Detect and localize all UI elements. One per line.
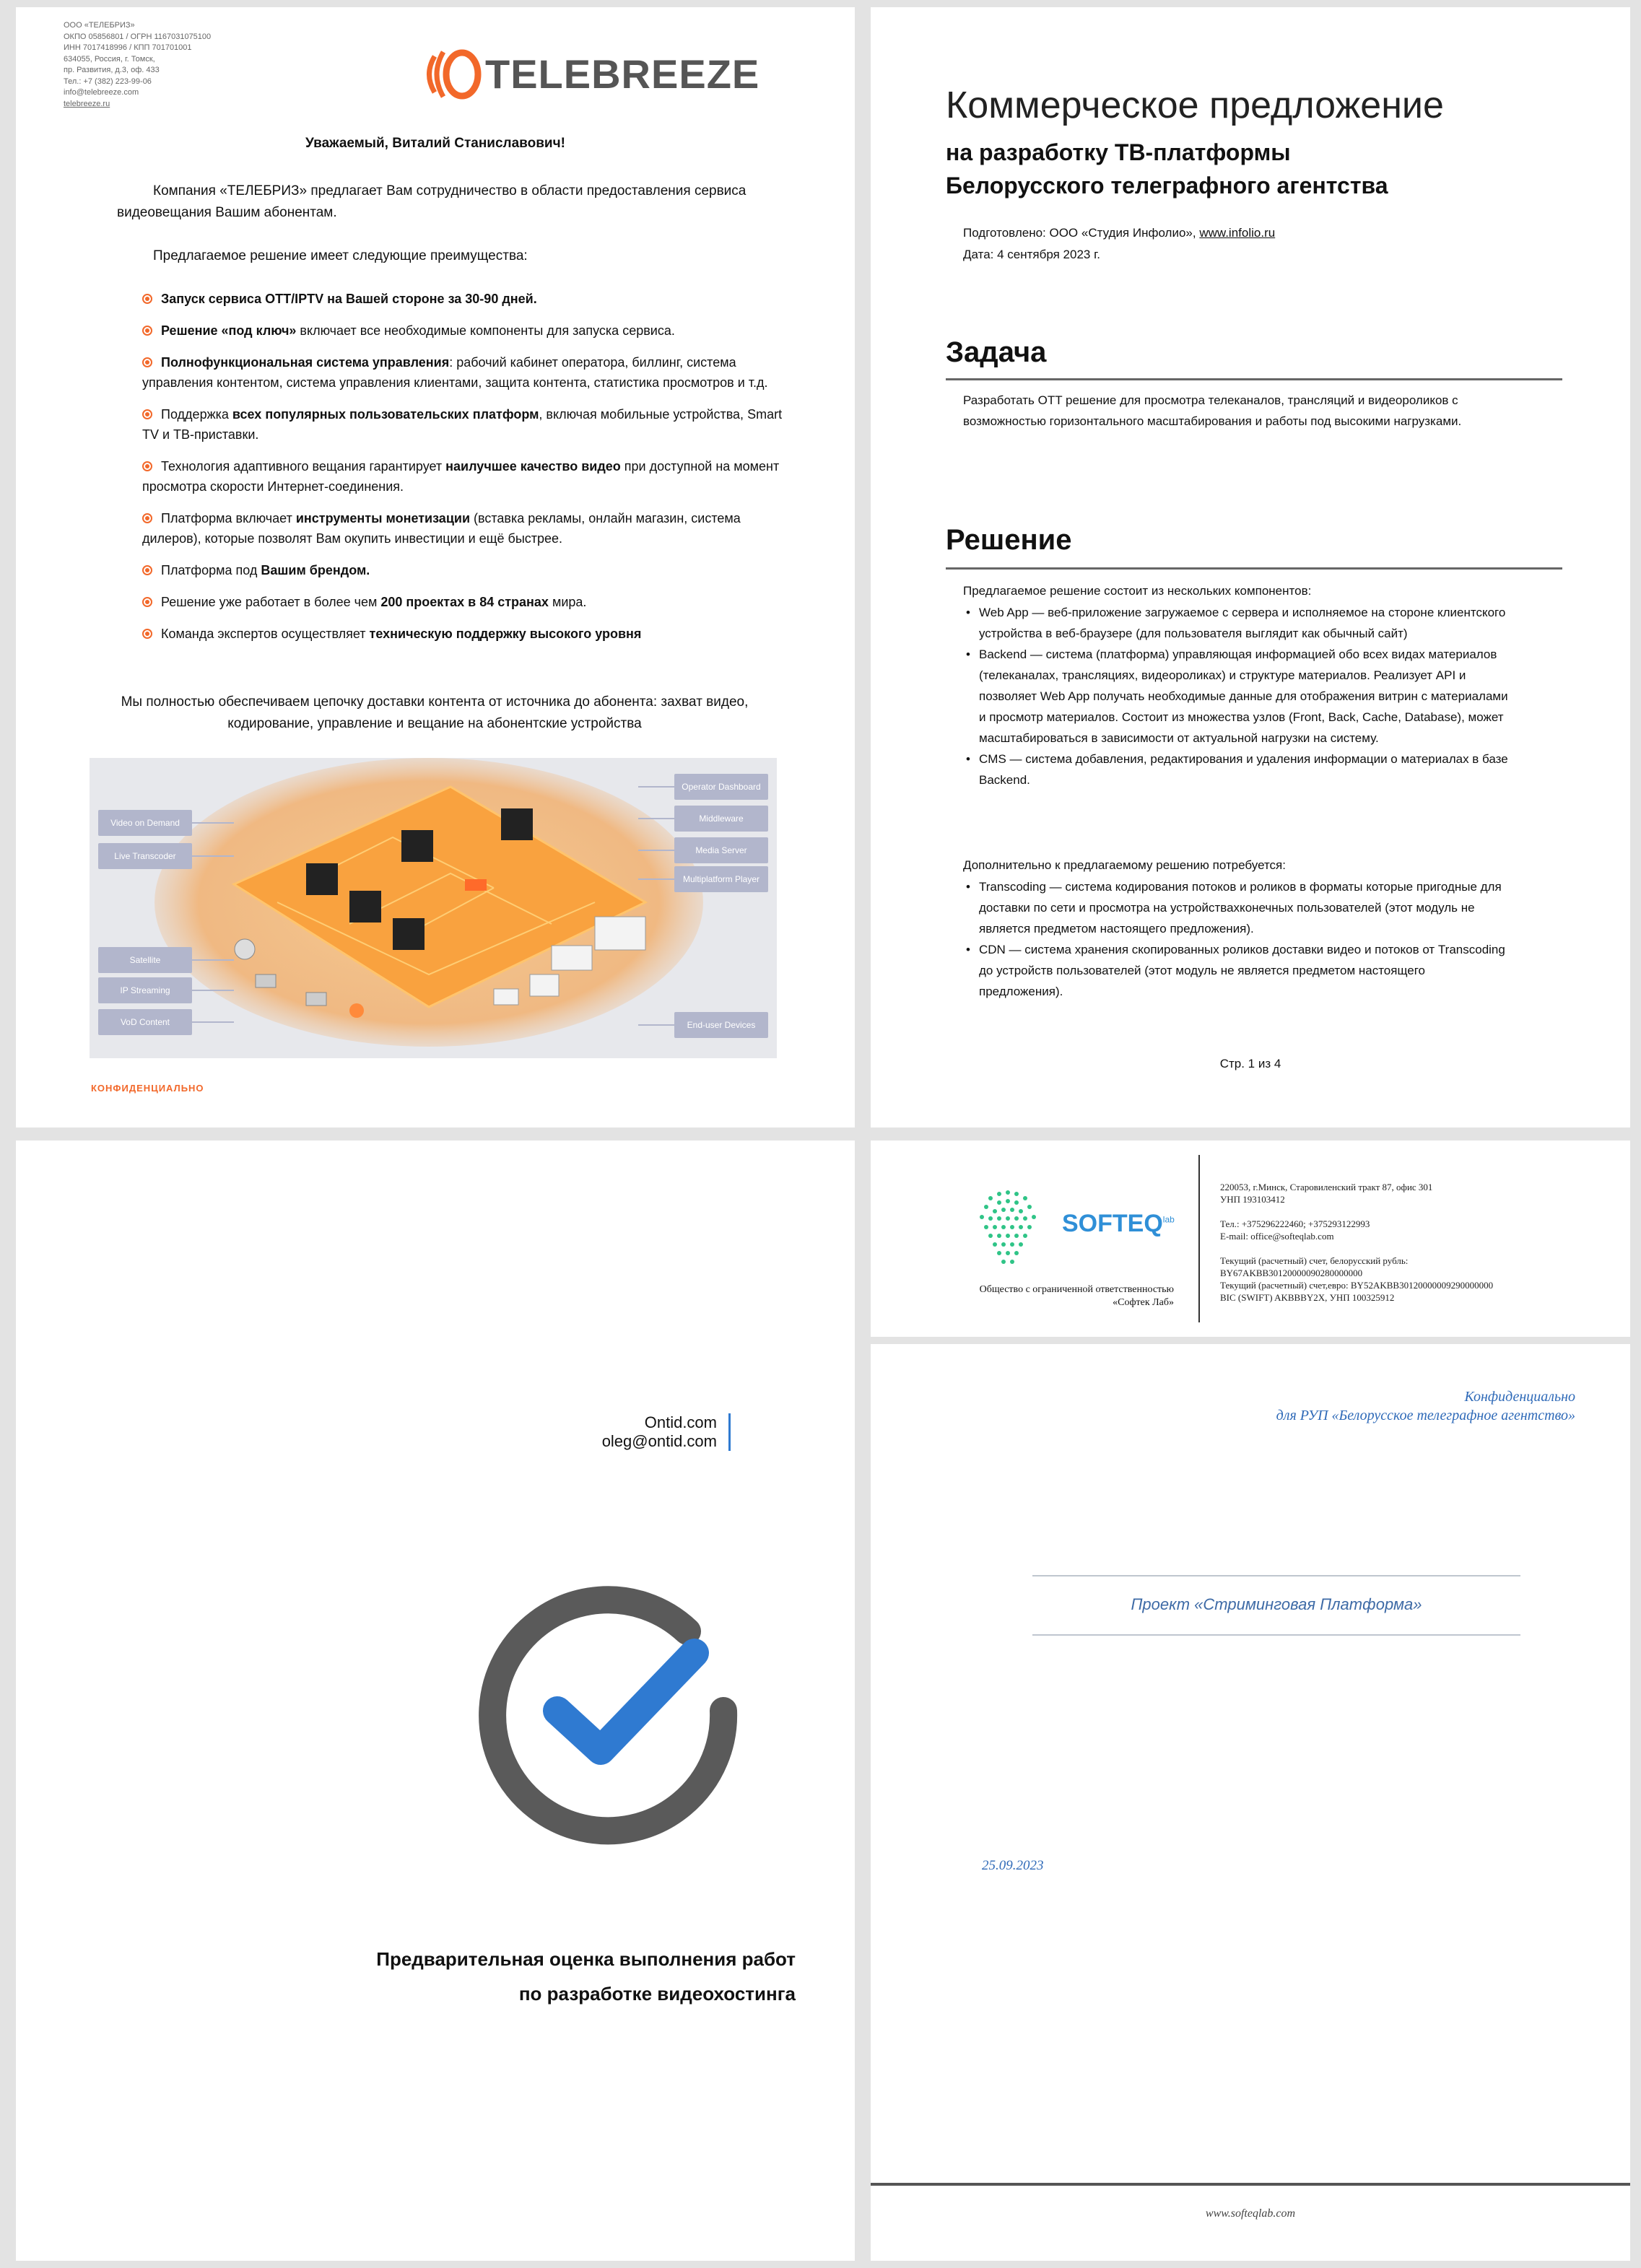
component-item: • Web App — веб-приложение загружаемое с сервера и исполняемое на стороне клиентского устройства в веб-браузере (для пользователя выглядит как обычный сайт) <box>963 602 1512 644</box>
prepared-by: Подготовлено: ООО «Студия Инфолио», www.infolio.ru <box>963 226 1276 240</box>
bullet-icon <box>142 409 152 419</box>
project-title: Проект «Стриминговая Платформа» <box>1131 1595 1422 1613</box>
offer-date: Дата: 4 сентября 2023 г. <box>963 248 1100 261</box>
estimate-title <box>16 1942 796 2011</box>
softeq-site[interactable]: www.softeqlab.com <box>1205 2207 1296 2220</box>
task-heading: Задача <box>946 336 1047 368</box>
company-email: info@telebreeze.com <box>64 88 139 97</box>
requisite-line: Текущий (расчетный) счет,евро: BY52AKBB30120000009290000000 <box>1220 1280 1494 1291</box>
components-list <box>963 602 1512 790</box>
requisite-line: BY67AKBB30120000090280000000 <box>1220 1268 1363 1278</box>
header-divider <box>1198 1155 1200 1322</box>
advantage-item: Поддержка всех популярных пользовательских платформ, включая мобильные устройства, Smart TV и ТВ-приставки. <box>142 407 783 442</box>
advantage-item: Платформа под Вашим брендом. <box>142 560 796 580</box>
page-softeq-header <box>871 1140 1630 1337</box>
confidential-line: Конфиденциально <box>1464 1389 1575 1405</box>
estimate-title-line: по разработке видеохостинга <box>518 1983 796 2005</box>
task-text: Разработать OTT решение для просмотра телеканалов, трансляций и видеороликов с возможностью горизонтального масштабирования и работы под высокими нагрузками. <box>963 393 1462 428</box>
softeq-requisites <box>1220 1181 1493 1304</box>
softeq-brand: $SOFTEQ^{lab}$ <box>1062 1210 1175 1237</box>
bullet-icon <box>142 461 152 471</box>
bullet-icon <box>142 357 152 367</box>
company-line: пр. Развития, д.3, оф. 433 <box>64 66 160 74</box>
bullet-icon <box>142 294 152 304</box>
label-media-server: Media Server <box>674 837 768 863</box>
solution-heading: Решение <box>946 524 1072 556</box>
label-multiplatform-player: Multiplatform Player <box>674 866 768 892</box>
additional-list <box>963 876 1512 1002</box>
label-middleware: Middleware <box>674 806 768 832</box>
requisite-line: E-mail: office@softeqlab.com <box>1220 1231 1334 1242</box>
requisite-spacer <box>1220 1242 1493 1255</box>
bullet-icon <box>142 629 152 639</box>
label-vod-content: VoD Content <box>98 1009 192 1035</box>
label-satellite: Satellite <box>98 947 192 973</box>
page-commercial-offer <box>871 7 1630 1128</box>
advantage-item: Запуск сервиса OTT/IPTV на Вашей стороне за 30-90 дней. <box>142 289 796 309</box>
page-ontid-estimate <box>16 1140 855 2261</box>
additional-intro: Дополнительно к предлагаемому решению потребуется: <box>963 858 1286 872</box>
telebreeze-logo-text: TELEBREEZE <box>485 51 760 97</box>
platform-diagram <box>90 758 777 1058</box>
solution-rule <box>946 567 1562 570</box>
company-line: ООО «ТЕЛЕБРИЗ» <box>64 21 135 30</box>
offer-subtitle <box>946 136 1388 202</box>
label-end-user-devices: End-user Devices <box>674 1012 768 1038</box>
company-line: 634055, Россия, г. Томск, <box>64 54 155 64</box>
company-line: Тел.: +7 (382) 223-99-06 <box>64 77 152 86</box>
subtitle-line: на разработку ТВ-платформы <box>946 139 1291 165</box>
advantage-item: Технология адаптивного вещания гарантирует наилучшее качество видео при доступной на момент просмотра скорости Интернет-соединения. <box>142 459 780 494</box>
ontid-email[interactable]: oleg@ontid.com <box>601 1432 717 1450</box>
footer-rule <box>871 2183 1630 2186</box>
ontid-contacts <box>514 1413 731 1451</box>
advantages-intro: Предлагаемое решение имеет следующие преимущества: <box>153 248 528 263</box>
advantage-item: Платформа включает инструменты монетизации (вставка рекламы, онлайн магазин, система дилеров), которые позволят Вам окупить инвестиции и ещё быстрее. <box>142 511 741 546</box>
requisite-line: BIC (SWIFT) AKBBBY2X, УНП 100325912 <box>1220 1292 1395 1303</box>
confidential-note <box>1276 1387 1575 1425</box>
softeq-org-name <box>943 1283 1174 1309</box>
bullet-icon <box>142 326 152 336</box>
telebreeze-logo-icon <box>420 42 485 107</box>
page-telebreeze-letter <box>16 7 855 1128</box>
label-video-on-demand: Video on Demand <box>98 810 192 836</box>
bullet-icon <box>142 513 152 523</box>
estimate-title-line: Предварительная оценка выполнения работ <box>376 1948 796 1970</box>
advantage-item: Решение уже работает в более чем 200 проектах в 84 странах мира. <box>142 592 796 612</box>
solution-intro: Предлагаемое решение состоит из нескольких компонентов: <box>963 584 1312 598</box>
bullet-icon <box>142 597 152 607</box>
project-rule-bottom <box>1032 1634 1520 1636</box>
advantage-item: Полнофункциональная система управления: рабочий кабинет оператора, биллинг, система управления контентом, система управления клиентами, защита контента, статистика просмотров и т.д. <box>142 355 768 390</box>
org-line: «Софтек Лаб» <box>1113 1297 1174 1308</box>
label-ip-streaming: IP Streaming <box>98 977 192 1003</box>
additional-item: • Transcoding — система кодирования потоков и роликов в форматы которые пригодные для доставки по сети и просмотра на устройствахконечных пользователей (этот модуль не является предметом настоящего предложения). <box>963 876 1512 939</box>
greeting: Уважаемый, Виталий Станиславович! <box>305 136 565 151</box>
project-rule-top <box>1032 1575 1520 1576</box>
infolio-link[interactable]: www.infolio.ru <box>1199 226 1276 240</box>
ontid-site[interactable]: Ontid.com <box>644 1413 717 1431</box>
confidential-mark: КОНФИДЕНЦИАЛЬНО <box>91 1083 204 1094</box>
bullet-icon <box>142 565 152 575</box>
checkmark-logo-icon <box>449 1545 767 1862</box>
requisite-line: УНП 193103412 <box>1220 1194 1285 1205</box>
confidential-line: для РУП «Белорусское телеграфное агентство» <box>1276 1408 1575 1423</box>
advantage-item: Решение «под ключ» включает все необходимые компоненты для запуска сервиса. <box>142 320 796 341</box>
company-site-link[interactable]: telebreeze.ru <box>64 99 110 108</box>
offer-meta <box>963 222 1275 266</box>
component-item: • CMS — система добавления, редактирования и удаления информации о материалах в базе Backend. <box>963 749 1512 790</box>
page-softeq-cover <box>871 1344 1630 2261</box>
advantages-list <box>142 289 796 655</box>
delivery-chain-text: Мы полностью обеспечиваем цепочку доставки контента от источника до абонента: захват видео, кодирование, управление и вещание на абонентские устройства <box>121 694 749 731</box>
org-line: Общество с ограниченной ответственностью <box>979 1284 1174 1295</box>
page-number: Стр. 1 из 4 <box>1219 1057 1281 1070</box>
company-line: ИНН 7017418996 / КПП 701701001 <box>64 43 192 52</box>
component-item: • Backend — система (платформа) управляющая информацией обо всех видах материалов (телеканалах, трансляциях, видеороликах) и структуре материалов. Реализует API и позволяет Web App получать необходимые данные для отображения витрин с материалами и просмотр материалов. Состоит из множества узлов (Front, Back, Cache, Database), может масштабироваться в зависимости от актуальной нагрузки на систему. <box>963 644 1512 749</box>
requisite-spacer <box>1220 1205 1493 1218</box>
requisite-line: Тел.: +375296222460; +375293122993 <box>1220 1218 1370 1229</box>
company-details <box>64 20 211 110</box>
label-live-transcoder: Live Transcoder <box>98 843 192 869</box>
label-operator-dashboard: Operator Dashboard <box>674 774 768 800</box>
intro-paragraph: Компания «ТЕЛЕБРИЗ» предлагает Вам сотрудничество в области предоставления сервиса видеовещания Вашим абонентам. <box>117 183 746 220</box>
requisite-line: 220053, г.Минск, Старовиленский тракт 87, офис 301 <box>1220 1182 1433 1192</box>
advantage-item: Команда экспертов осуществляет техническую поддержку высокого уровня <box>142 624 796 644</box>
offer-title: Коммерческое предложение <box>946 84 1444 126</box>
company-line: ОКПО 05856801 / ОГРН 1167031075100 <box>64 32 212 41</box>
subtitle-line: Белорусского телеграфного агентства <box>946 173 1388 199</box>
task-rule <box>946 378 1562 380</box>
document-date: 25.09.2023 <box>982 1858 1044 1873</box>
softeq-logo-icon <box>957 1185 1058 1272</box>
additional-item: • CDN — система хранения скопированных роликов доставки видео и потоков от Transcoding до устройств пользователей (этот модуль не является предметом настоящего предложения). <box>963 939 1512 1002</box>
requisite-line: Текущий (расчетный) счет, белорусский рубль: <box>1220 1255 1409 1266</box>
